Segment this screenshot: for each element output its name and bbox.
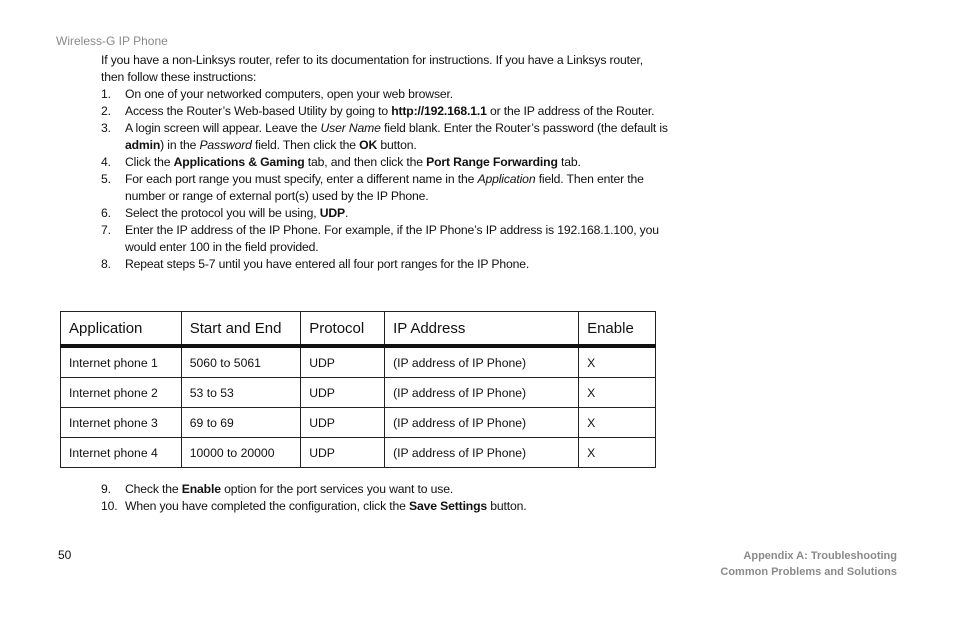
running-footer — [720, 548, 897, 580]
table-cell: X — [579, 408, 656, 438]
step-text: Click the — [125, 155, 174, 169]
footer-section: Common Problems and Solutions — [720, 566, 897, 578]
table-cell: Internet phone 4 — [61, 438, 182, 468]
button-name: OK — [359, 138, 378, 152]
column-header: Start and End — [181, 312, 300, 347]
field-name: Password — [199, 138, 252, 152]
table-cell: Internet phone 3 — [61, 408, 182, 438]
option-name: Enable — [181, 482, 221, 496]
instruction-list — [101, 86, 671, 273]
step-number: 3. — [101, 121, 111, 135]
table-cell: 5060 to 5061 — [181, 346, 300, 378]
column-header: Application — [61, 312, 182, 347]
step-text: Enter the IP address of the IP Phone. For example, if the IP Phone’s IP address is 192.168.1.100, you would enter 100 in the field provided. — [125, 223, 659, 254]
table-cell: UDP — [301, 438, 385, 468]
default-password: admin — [125, 138, 161, 152]
step-8 — [101, 256, 671, 273]
table-row — [61, 438, 656, 468]
step-text: For each port range you must specify, enter a different name in the — [125, 172, 478, 186]
step-9 — [101, 481, 671, 498]
step-text: tab, and then click the — [304, 155, 427, 169]
step-text: Access the Router’s Web-based Utility by going to — [125, 104, 392, 118]
step-5 — [101, 171, 671, 205]
step-text: Select the protocol you will be using, — [125, 206, 320, 220]
step-number: 10. — [101, 499, 118, 513]
field-name: User Name — [320, 121, 381, 135]
port-range-table — [60, 311, 656, 468]
column-header: Enable — [579, 312, 656, 347]
table-cell: 10000 to 20000 — [181, 438, 300, 468]
table-cell: (IP address of IP Phone) — [385, 378, 579, 408]
step-number: 5. — [101, 172, 111, 186]
step-number: 6. — [101, 206, 111, 220]
table-cell: Internet phone 1 — [61, 346, 182, 378]
table-cell: 53 to 53 — [181, 378, 300, 408]
table-row — [61, 378, 656, 408]
step-2 — [101, 103, 671, 120]
button-name: Save Settings — [409, 499, 488, 513]
step-number: 8. — [101, 257, 111, 271]
step-text: A login screen will appear. Leave the — [125, 121, 321, 135]
step-4 — [101, 154, 671, 171]
step-text: Repeat steps 5-7 until you have entered all four port ranges for the IP Phone. — [125, 257, 530, 271]
page-number: 50 — [58, 548, 72, 562]
step-text: or the IP address of the Router. — [486, 104, 655, 118]
step-3 — [101, 120, 671, 154]
column-header: IP Address — [385, 312, 579, 347]
tab-name: Port Range Forwarding — [426, 155, 558, 169]
field-name: Application — [477, 172, 536, 186]
step-number: 4. — [101, 155, 111, 169]
table-cell: 69 to 69 — [181, 408, 300, 438]
table-header-row — [61, 312, 656, 347]
tab-name: Applications & Gaming — [173, 155, 305, 169]
router-url: http://192.168.1.1 — [391, 104, 487, 118]
step-text: On one of your networked computers, open your web browser. — [125, 87, 453, 101]
table-cell: (IP address of IP Phone) — [385, 346, 579, 378]
step-1 — [101, 86, 671, 103]
step-text: button. — [377, 138, 417, 152]
step-text: field. Then enter the number or range of external port(s) used by the IP Phone. — [125, 172, 644, 203]
step-6 — [101, 205, 671, 222]
step-number: 1. — [101, 87, 111, 101]
step-text: field. Then click the — [251, 138, 360, 152]
footer-chapter: Appendix A: Troubleshooting — [743, 550, 897, 562]
table-row — [61, 408, 656, 438]
step-number: 9. — [101, 482, 111, 496]
running-header: Wireless-G IP Phone — [56, 34, 168, 48]
table-cell: X — [579, 378, 656, 408]
table-cell: (IP address of IP Phone) — [385, 408, 579, 438]
table-cell: Internet phone 2 — [61, 378, 182, 408]
step-10 — [101, 498, 671, 515]
step-text: button. — [487, 499, 527, 513]
table-cell: UDP — [301, 378, 385, 408]
table-row — [61, 346, 656, 378]
step-number: 2. — [101, 104, 111, 118]
step-text: field blank. Enter the Router’s password (the default is — [380, 121, 668, 135]
step-text: ) in the — [160, 138, 200, 152]
step-text: Check the — [125, 482, 182, 496]
step-text: . — [344, 206, 349, 220]
instruction-list-continued — [101, 481, 671, 515]
protocol-name: UDP — [319, 206, 345, 220]
step-7 — [101, 222, 671, 256]
step-number: 7. — [101, 223, 111, 237]
intro-paragraph: If you have a non-Linksys router, refer to its documentation for instructions. If you have a Linksys router, then follow these instructions: — [101, 53, 644, 84]
table-cell: X — [579, 346, 656, 378]
table-cell: X — [579, 438, 656, 468]
step-text: tab. — [557, 155, 581, 169]
table-cell: UDP — [301, 408, 385, 438]
step-text: option for the port services you want to use. — [220, 482, 454, 496]
column-header: Protocol — [301, 312, 385, 347]
table-cell: (IP address of IP Phone) — [385, 438, 579, 468]
step-text: When you have completed the configuration, click the — [125, 499, 410, 513]
table-cell: UDP — [301, 346, 385, 378]
